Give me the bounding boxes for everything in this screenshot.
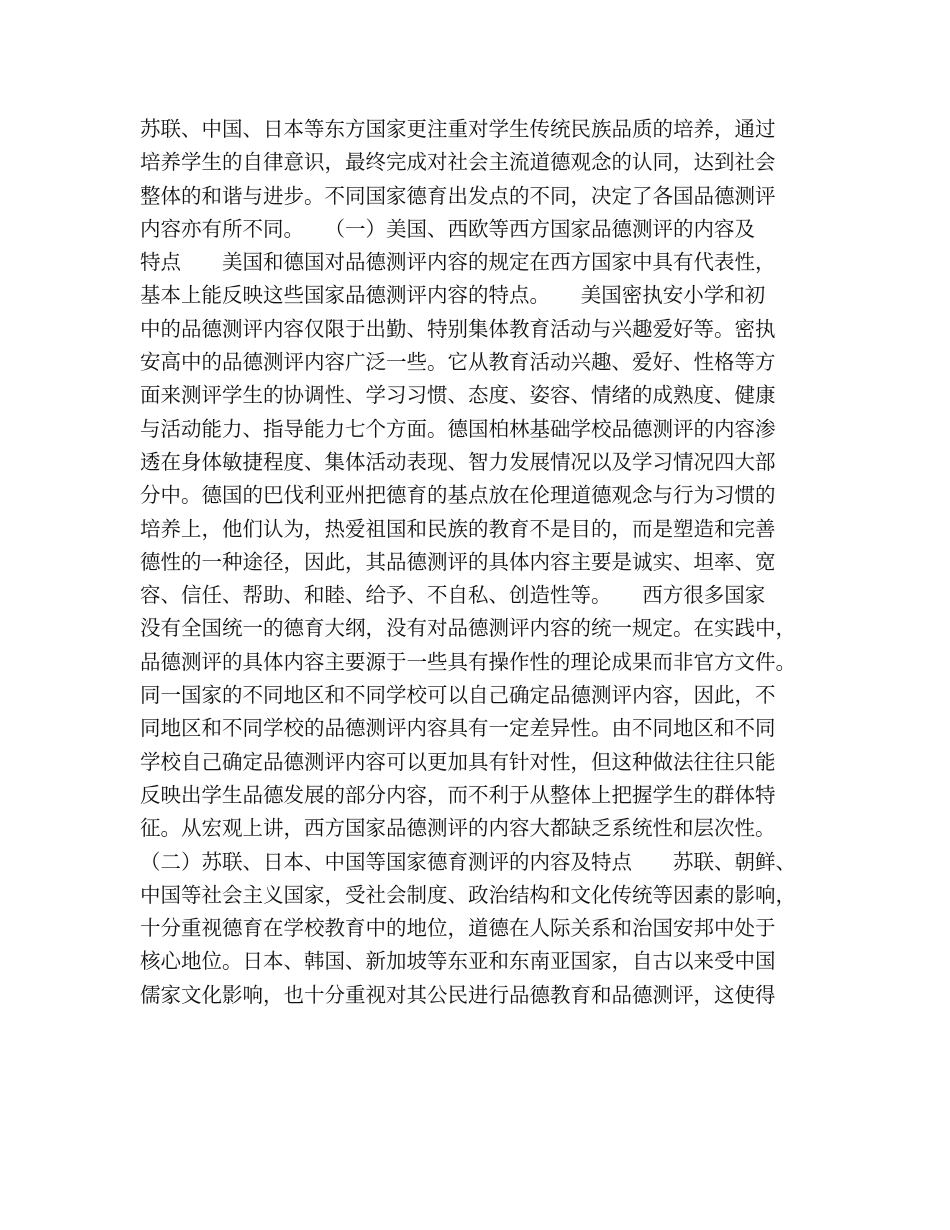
body-text: [140, 113, 830, 1012]
text-line: 苏联、中国、日本等东方国家更注重对学生传统民族品质的培养，通过: [140, 117, 776, 141]
text-line: 基本上能反映这些国家品德测评内容的特点。 美国密执安小学和初: [140, 283, 766, 308]
text-line: 没有全国统一的德育大纲，没有对品德测评内容的统一规定。在实践中，: [140, 616, 796, 641]
text-line: 同地区和不同学校的品德测评内容具有一定差异性。由不同地区和不同: [140, 716, 776, 741]
text-line: 分中。德国的巴伐利亚州把德育的基点放在伦理道德观念与行为习惯的: [140, 483, 776, 508]
text-line: 十分重视德育在学校教育中的地位，道德在人际关系和治国安邦中处于: [140, 916, 776, 941]
text-line: 征。从宏观上讲，西方国家品德测评的内容大都缺乏系统性和层次性。: [140, 816, 776, 841]
text-line: 培养学生的自律意识，最终完成对社会主流道德观念的认同，达到社会: [140, 150, 776, 175]
text-line: 特点 美国和德国对品德测评内容的规定在西方国家中具有代表性，: [140, 250, 776, 275]
text-line: （二）苏联、日本、中国等国家德育测评的内容及特点 苏联、朝鲜、: [140, 849, 796, 874]
text-line: 透在身体敏捷程度、集体活动表现、智力发展情况以及学习情况四大部: [140, 449, 776, 474]
text-line: 面来测评学生的协调性、学习习惯、态度、姿容、情绪的成熟度、健康: [140, 383, 776, 408]
text-line: 核心地位。日本、韩国、新加坡等东亚和东南亚国家，自古以来受中国: [140, 949, 776, 974]
text-line: 与活动能力、指导能力七个方面。德国柏林基础学校品德测评的内容渗: [140, 416, 776, 441]
text-line: 内容亦有所不同。 （一）美国、西欧等西方国家品德测评的内容及: [140, 216, 755, 241]
text-line: 整体的和谐与进步。不同国家德育出发点的不同，决定了各国品德测评: [140, 183, 776, 208]
text-line: 同一国家的不同地区和不同学校可以自己确定品德测评内容，因此，不: [140, 683, 776, 708]
text-line: 儒家文化影响，也十分重视对其公民进行品德教育和品德测评，这使得: [140, 982, 776, 1007]
text-line: 反映出学生品德发展的部分内容，而不利于从整体上把握学生的群体特: [140, 782, 776, 807]
text-line: 德性的一种途径，因此，其品德测评的具体内容主要是诚实、坦率、宽: [140, 549, 776, 574]
text-line: 容、信任、帮助、和睦、给予、不自私、创造性等。 西方很多国家: [140, 583, 766, 608]
text-line: 品德测评的具体内容主要源于一些具有操作性的理论成果而非官方文件。: [140, 649, 796, 674]
text-line: 安高中的品德测评内容广泛一些。它从教育活动兴趣、爱好、性格等方: [140, 350, 776, 375]
text-line: 培养上，他们认为，热爱祖国和民族的教育不是目的，而是塑造和完善: [140, 516, 776, 541]
text-line: 中国等社会主义国家，受社会制度、政治结构和文化传统等因素的影响，: [140, 882, 796, 907]
text-line: 中的品德测评内容仅限于出勤、特别集体教育活动与兴趣爱好等。密执: [140, 316, 776, 341]
text-line: 学校自己确定品德测评内容可以更加具有针对性，但这种做法往往只能: [140, 749, 776, 774]
